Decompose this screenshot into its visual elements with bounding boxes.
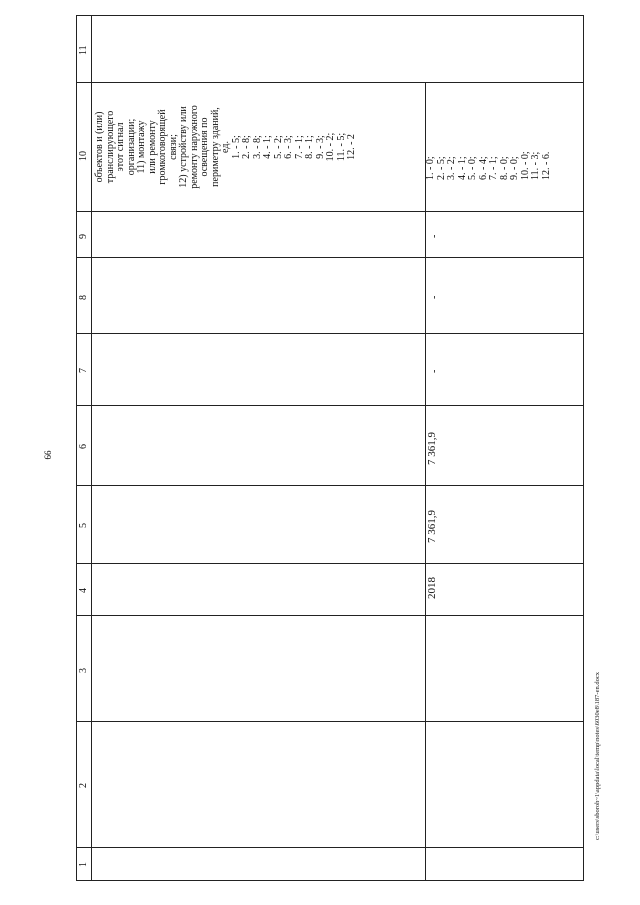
description-line: 11. - 5; [335,132,347,162]
description-line: организации; [125,118,137,176]
col-border-9-8 [76,257,584,258]
description-line: 9. - 3; [314,135,326,159]
table-border-top [76,15,584,16]
description-line: 10. - 2; [325,132,336,162]
col-border-3-2 [76,721,584,722]
row-separator [425,82,426,880]
col-border-7-6 [76,405,584,406]
description-line: 12. - 2 [346,134,357,160]
description-line: 7. - 1; [293,135,305,159]
col-border-11-10 [76,82,584,83]
description-line: транслирующего [104,110,116,184]
list-item: 7. - 1; [488,156,499,180]
list-item: 10. - 0; [519,151,531,180]
description-text [95,87,358,207]
table-border-right [583,15,584,881]
description-line: 1. - 5; [230,135,242,159]
description-line: этот сигнал [115,122,126,172]
list-item: 4. - 1; [456,156,468,180]
description-line: 3. - 8; [251,135,263,159]
description-line: громкоговорящей [157,109,168,185]
list-item: 11. - 3; [530,151,541,180]
list-item: 9. - 0; [509,156,520,180]
description-line: 8. - 1; [304,135,315,159]
description-line: ремонту наружного [188,105,200,189]
list-item: 8. - 0; [498,156,510,180]
col-border-5-4 [76,563,584,564]
description-line: 12) устройству или [178,106,189,188]
description-line: или ремонту [146,120,158,174]
col-border-6-5 [76,485,584,486]
description-line: объектов и (или) [94,111,105,183]
description-line: 11) монтажу [136,120,147,174]
description-line: ед. [220,141,231,153]
page-number: 66 [43,450,53,460]
description-line: 4. - 1; [262,135,273,159]
col-border-2-1 [76,847,584,848]
description-line: периметру зданий, [209,107,221,187]
data-table: 11 10 9 8 7 6 5 4 3 2 1 объектов и (или) транслирующего этот сигнал организации; 11) монтажу или ремонту громкоговорящей связи; 12) устройству или ремонту наружного освещения по периметру зданий, ед. 1. - 5; 2. - 8; 3. - 8; 4. - 1; 5. - 2; 6. - 3; 7. - 1; 8. - 1; 9. - 3; 10. - 2; 11. - 5; 12. - 2 2018 7 361,9 7 361,9 - - - 1. - 0; 2. - 5; 3. - 2; 4. - 1; 5. - 0; 6. - 4; 7. - 1; 8. - 0; 9. - 0; 10. - 0; 11. - 3; 12. - 6. [76,15,584,881]
list-item: 3. - 2; [446,156,457,180]
col-border-8-7 [76,333,584,334]
description-line: 6. - 3; [283,135,294,159]
list-item: 6. - 4; [477,156,489,180]
description-line: 2. - 8; [241,135,252,159]
footer-file-path-text: c:\users\sboroh~1\appdata\local\temp\notes\6030e8\187-en.docx [594,672,601,840]
col-border-4-3 [76,615,584,616]
list-item: 5. - 0; [467,156,478,180]
list-item: 12. - 6. [540,151,552,180]
table-border-bottom [76,880,584,881]
description-line: связи; [167,134,179,160]
header-strip-line [91,15,92,881]
description-line: 5. - 2; [272,135,284,159]
list-item: 2. - 5; [435,156,447,180]
col-border-10-9 [76,211,584,212]
description-line: освещения по [199,117,210,177]
table-border-left [76,15,77,881]
list-item: 1. - 0; [425,156,436,180]
